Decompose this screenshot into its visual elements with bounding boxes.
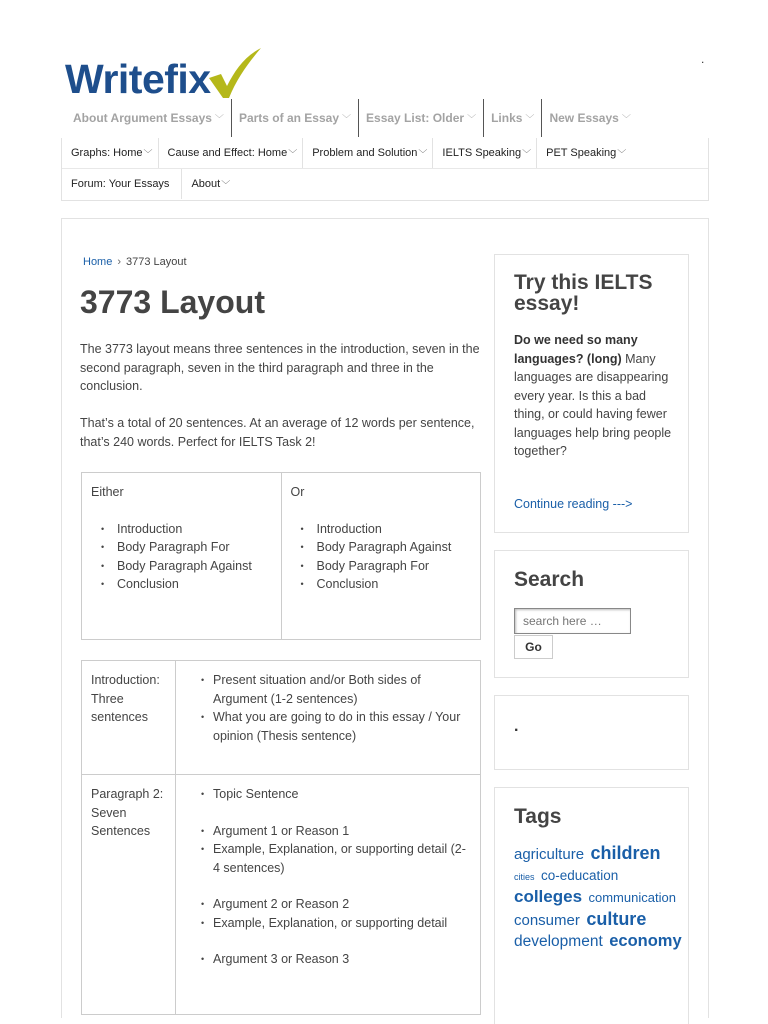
breadcrumb [83, 256, 187, 268]
nav-essay-list-older[interactable] [359, 99, 484, 137]
intro-paragraph: The 3773 layout means three sentences in the introduction, seven in the second paragraph, seven in the third paragraph and three in the conclusion. [80, 342, 480, 393]
nav-label: Essay List: Older [366, 111, 465, 125]
search-go-button[interactable]: Go [514, 635, 553, 659]
try-essay-title: Try this IELTS essay! [514, 271, 653, 315]
nav-label: Forum: Your Essays [71, 178, 170, 190]
tag-link[interactable]: culture [586, 908, 647, 929]
or-cell [281, 473, 481, 640]
list-item: • Example, Explanation, or supporting detail (2-4 sentences) [185, 840, 471, 877]
tag-link[interactable]: cities [514, 871, 535, 882]
row-content [176, 661, 481, 775]
tags-widget [494, 787, 689, 1024]
search-widget [494, 550, 689, 678]
nav-forum-your-essays[interactable] [62, 169, 182, 199]
nav-label: About Argument Essays [73, 111, 212, 125]
tag-link[interactable]: co-education [540, 867, 619, 883]
secondary-nav [61, 138, 709, 201]
nav-new-essays[interactable] [542, 99, 637, 137]
tags-title: Tags [514, 805, 562, 828]
list-item: • Argument 1 or Reason 1 [185, 822, 471, 841]
nav-label: Problem and Solution [312, 147, 418, 159]
bullet-list [185, 671, 471, 745]
either-cell [82, 473, 282, 640]
chevron-down-icon: ﹀ [621, 113, 631, 124]
nav-about-argument-essays[interactable] [66, 99, 232, 137]
nav-label: Parts of an Essay [238, 111, 339, 125]
tag-link[interactable]: development [514, 933, 603, 950]
checkmark-icon [205, 46, 263, 100]
nav-pet-speaking[interactable] [537, 138, 631, 168]
list-item: • Introduction [291, 520, 472, 539]
summary-paragraph: That’s a total of 20 sentences. At an average of 12 words per sentence, that’s 240 words. Perfect for IELTS Task 2! [80, 416, 475, 449]
table-row [82, 661, 481, 775]
row-content [176, 775, 481, 1015]
nav-label: Graphs: Home [71, 147, 143, 159]
corner-mark: . [701, 52, 705, 66]
list-item: • Argument 2 or Reason 2 [185, 895, 471, 914]
either-list [91, 520, 272, 594]
list-item: • Body Paragraph For [91, 538, 272, 557]
nav-links[interactable] [484, 99, 542, 137]
chevron-down-icon: ﹀ [467, 113, 477, 124]
primary-nav [66, 99, 638, 137]
misc-widget [494, 695, 689, 770]
logo-text: Writefix [65, 56, 211, 102]
essay-link-title[interactable]: Do we need so many languages? (long) [514, 333, 638, 366]
list-item: • Topic Sentence [185, 785, 471, 804]
nav-graphs-home[interactable] [62, 138, 159, 168]
tag-link[interactable]: economy [609, 932, 682, 950]
chevron-down-icon: ﹀ [617, 148, 627, 159]
bullet-list [185, 785, 471, 969]
nav-label: About [191, 178, 221, 190]
chevron-down-icon: ﹀ [143, 148, 153, 159]
list-item: • Body Paragraph Against [91, 557, 272, 576]
tag-cloud [514, 843, 684, 953]
chevron-down-icon: ﹀ [522, 148, 532, 159]
tag-link[interactable]: communication [588, 890, 676, 905]
or-heading: Or [290, 485, 305, 499]
nav-ielts-speaking[interactable] [433, 138, 537, 168]
list-item: • Example, Explanation, or supporting detail [185, 914, 471, 933]
paragraph-structure-table [81, 660, 481, 1015]
nav-label: Cause and Effect: Home [167, 147, 288, 159]
chevron-down-icon: ﹀ [214, 113, 224, 124]
either-heading: Either [91, 485, 124, 499]
nav-about[interactable] [182, 169, 235, 199]
continue-reading-link[interactable]: Continue reading ---> [514, 497, 633, 511]
essay-excerpt [514, 331, 676, 461]
search-input[interactable] [514, 608, 631, 634]
table-row [82, 775, 481, 1015]
nav-label: IELTS Speaking [442, 147, 522, 159]
chevron-down-icon: ﹀ [288, 148, 298, 159]
misc-text: . [514, 718, 519, 735]
row-label: Paragraph 2: Seven Sentences [82, 775, 176, 1015]
list-item: • Introduction [91, 520, 272, 539]
list-item: • Argument 3 or Reason 3 [185, 950, 471, 969]
nav-label: New Essays [549, 111, 619, 125]
tag-link[interactable]: agriculture [514, 846, 585, 863]
list-item: • Conclusion [291, 575, 472, 594]
nav-label: PET Speaking [546, 147, 617, 159]
list-item: • Body Paragraph Against [291, 538, 472, 557]
list-item: • Conclusion [91, 575, 272, 594]
nav-cause-and-effect-home[interactable] [159, 138, 304, 168]
tag-link[interactable]: colleges [514, 887, 583, 906]
or-list [291, 520, 472, 594]
essay-excerpt-text: Many languages are disappearing every year. Is this a bad thing, or could having fewer languages help bring people together? [514, 351, 672, 458]
nav-parts-of-an-essay[interactable] [232, 99, 359, 137]
chevron-down-icon: ﹀ [342, 113, 352, 124]
list-item: • Body Paragraph For [291, 557, 472, 576]
breadcrumb-home-link[interactable]: Home [83, 256, 113, 268]
tag-link[interactable]: children [590, 843, 661, 863]
nav-label: Links [491, 111, 523, 125]
list-item: • What you are going to do in this essay / Your opinion (Thesis sentence) [185, 708, 471, 745]
site-logo[interactable] [65, 46, 263, 100]
page-title: 3773 Layout [80, 284, 265, 320]
search-title: Search [514, 568, 585, 591]
chevron-down-icon: ﹀ [221, 179, 231, 190]
list-item: • Present situation and/or Both sides of Argument (1-2 sentences) [185, 671, 471, 708]
breadcrumb-separator: › [117, 256, 122, 268]
tag-link[interactable]: consumer [514, 911, 580, 929]
try-essay-widget [494, 254, 689, 533]
chevron-down-icon: ﹀ [525, 113, 535, 124]
nav-problem-and-solution[interactable] [303, 138, 433, 168]
row-label: Introduction: Three sentences [82, 661, 176, 775]
breadcrumb-current: 3773 Layout [126, 256, 187, 268]
layout-options-table [81, 472, 481, 640]
chevron-down-icon: ﹀ [418, 148, 428, 159]
